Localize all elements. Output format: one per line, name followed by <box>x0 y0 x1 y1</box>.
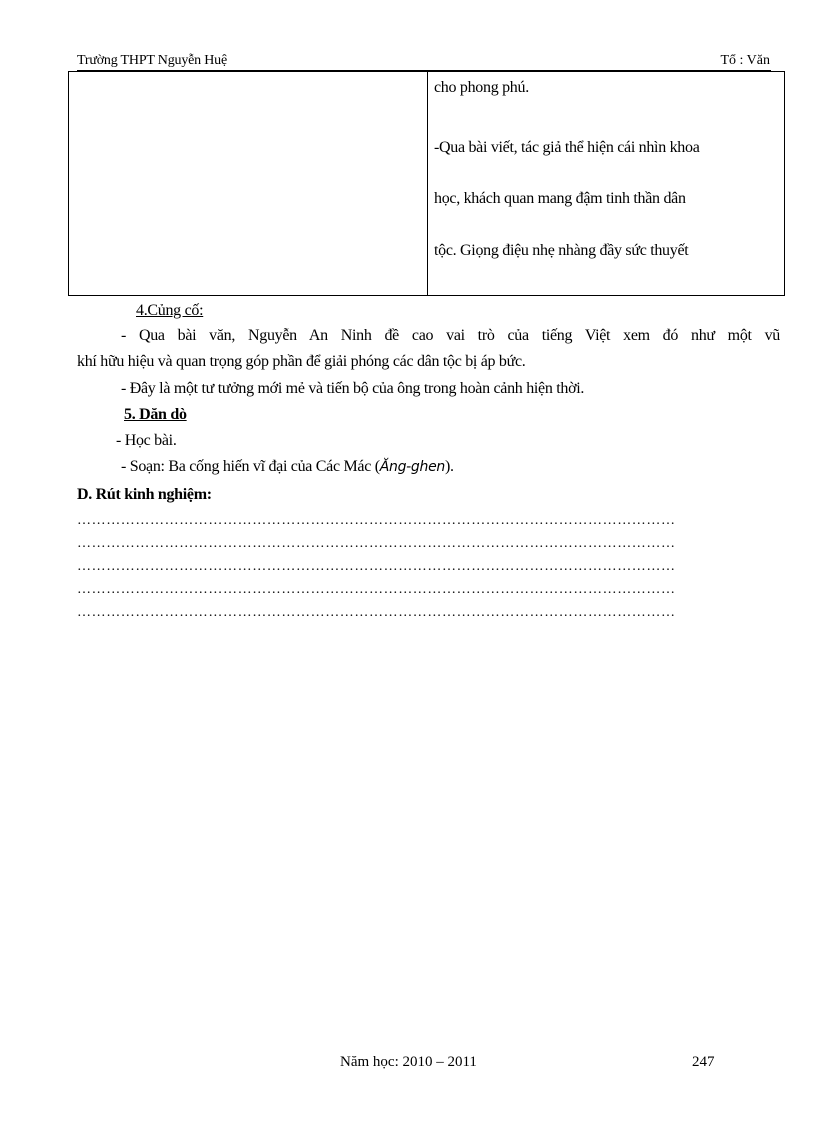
table-text-line: -Qua bài viết, tác giả thể hiện cái nhìn khoa <box>434 139 700 156</box>
table-text-line: học, khách quan mang đậm tinh thần dân <box>434 190 686 207</box>
list-item-text: - Soạn: Ba cống hiến vĩ đại của Các Mác ( <box>121 458 380 475</box>
paragraph-line: - Đây là một tư tưởng mới mẻ và tiến bộ của ông trong hoàn cảnh hiện thời. <box>121 380 585 397</box>
dotted-line: …………………………………………………………………………………………………………… <box>77 536 676 551</box>
dotted-line: …………………………………………………………………………………………………………… <box>77 582 676 597</box>
list-item <box>121 458 454 476</box>
list-item-text: ). <box>444 458 454 475</box>
list-item-italic: Ăng-ghen <box>379 459 445 475</box>
dotted-line: …………………………………………………………………………………………………………… <box>77 559 676 574</box>
footer-page-number: 247 <box>692 1054 715 1070</box>
section-heading-dan-do: 5. Dăn dò <box>124 406 187 423</box>
dotted-line: …………………………………………………………………………………………………………… <box>77 605 676 620</box>
table-cell-left <box>69 72 428 295</box>
section-heading-cung-co: 4.Củng cố: <box>136 302 204 319</box>
footer-school-year: Năm học: 2010 – 2011 <box>340 1054 477 1070</box>
table-text-line: tộc. Giọng điệu nhẹ nhàng đầy sức thuyết <box>434 242 689 259</box>
list-item: - Học bài. <box>116 432 177 449</box>
department-name: Tổ : Văn <box>720 53 770 68</box>
school-name: Trường THPT Nguyễn Huệ <box>77 53 227 68</box>
table-cell-right <box>428 72 784 295</box>
paragraph-line: khí hữu hiệu và quan trọng góp phần để giải phóng các dân tộc bị áp bức. <box>77 353 526 370</box>
section-heading-rut-kinh-nghiem: D. Rút kinh nghiệm: <box>77 486 212 503</box>
paragraph-line: - Qua bài văn, Nguyễn An Ninh đề cao vai trò của tiếng Việt xem đó như một vũ <box>121 327 780 344</box>
lesson-table <box>68 71 785 296</box>
table-text-line: cho phong phú. <box>434 79 529 96</box>
dotted-line: …………………………………………………………………………………………………………… <box>77 513 676 528</box>
